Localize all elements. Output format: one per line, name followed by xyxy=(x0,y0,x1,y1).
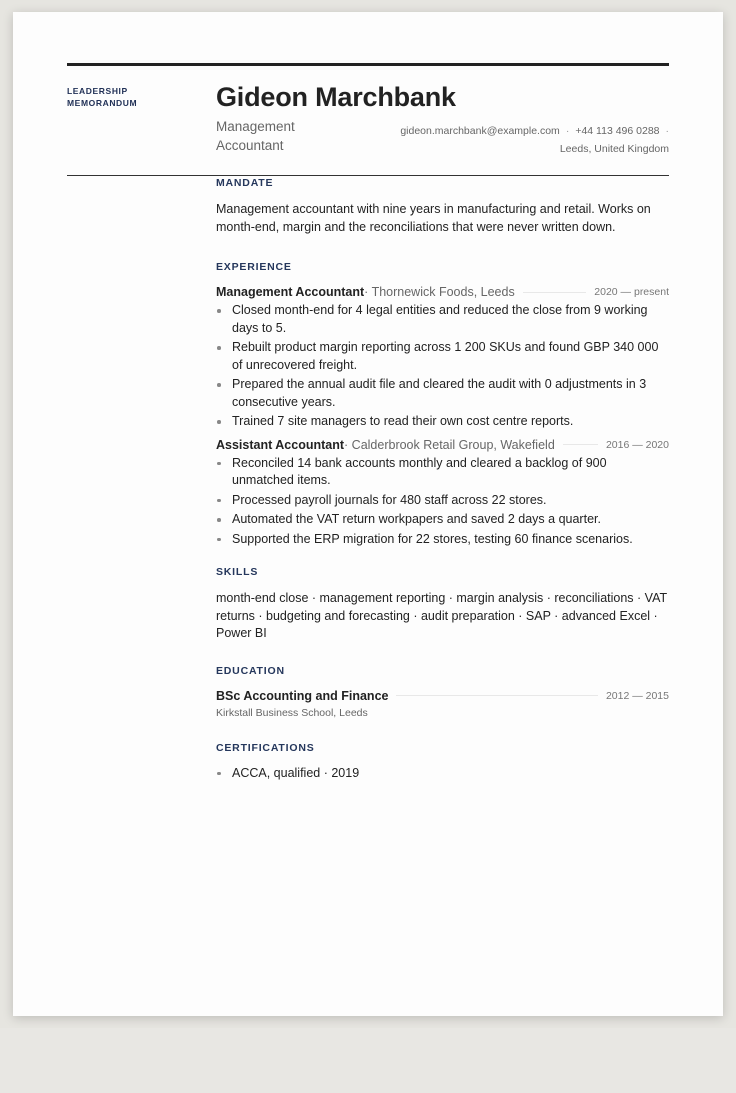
candidate-role xyxy=(216,117,326,155)
top-rule xyxy=(67,63,669,66)
job-dates: 2020 — present xyxy=(594,286,669,298)
skills-list: month-end close · management reporting · margin analysis · reconciliations · VAT returns · budgeting and forecasting · audit preparation · SAP · advanced Excel · Power BI xyxy=(216,591,667,640)
school-name: Kirkstall Business School, Leeds xyxy=(216,706,368,719)
section-heading: MANDATE xyxy=(216,177,274,189)
job-achievements xyxy=(216,302,669,431)
list-item: Trained 7 site managers to read their own cost centre reports. xyxy=(216,413,669,431)
resume-page xyxy=(13,12,723,1016)
job-header xyxy=(216,285,669,299)
section-heading: SKILLS xyxy=(216,566,259,578)
degree-title: BSc Accounting and Finance xyxy=(216,688,389,703)
mandate-text: Management accountant with nine years in manufacturing and retail. Works on month-end, margin and the reconciliations that were never written down. xyxy=(216,202,651,234)
education-section xyxy=(216,665,669,719)
job-title: Management Accountant xyxy=(216,285,365,299)
section-heading: EXPERIENCE xyxy=(216,261,292,273)
separator: · xyxy=(565,125,570,137)
phone-number[interactable]: +44 113 496 0288 xyxy=(575,125,660,137)
email-link[interactable]: gideon.marchbank@example.com xyxy=(400,125,560,137)
skills-section xyxy=(216,566,669,643)
section-heading: CERTIFICATIONS xyxy=(216,741,315,754)
leader-line xyxy=(523,292,587,293)
kicker-line-1: LEADERSHIP xyxy=(67,86,128,96)
resume-body xyxy=(216,177,669,782)
list-item: Supported the ERP migration for 22 stores, testing 60 finance scenarios. xyxy=(216,531,669,549)
separator: · xyxy=(665,125,669,137)
certifications-list xyxy=(216,765,669,783)
job-achievements xyxy=(216,455,669,549)
list-item: Reconciled 14 bank accounts monthly and cleared a backlog of 900 unmatched items. xyxy=(216,455,669,490)
job-title: Assistant Accountant xyxy=(216,437,345,452)
role-line-1: Management xyxy=(216,119,295,134)
job-entry xyxy=(216,438,669,549)
role-line-2: Accountant xyxy=(216,138,284,153)
job-header xyxy=(216,438,669,452)
certifications-section xyxy=(216,742,669,783)
list-item: Automated the VAT return workpapers and saved 2 days a quarter. xyxy=(216,511,669,529)
contact-info xyxy=(369,122,669,158)
job-organization: · Calderbrook Retail Group, Wakefield xyxy=(344,437,555,452)
job-organization: · Thornewick Foods, Leeds xyxy=(364,285,515,299)
job-dates: 2016 — 2020 xyxy=(605,438,669,451)
list-item: Prepared the annual audit file and cleared the audit with 0 adjustments in 3 consecutive years. xyxy=(216,376,669,411)
list-item: Processed payroll journals for 480 staff across 22 stores. xyxy=(216,492,669,510)
location: Leeds, United Kingdom xyxy=(559,143,669,155)
mandate-section xyxy=(216,177,669,236)
footer-band xyxy=(0,1028,736,1093)
education-header xyxy=(216,689,669,703)
experience-section xyxy=(216,261,669,548)
list-item: Closed month-end for 4 legal entities and reduced the close from 9 working days to 5. xyxy=(216,302,669,337)
leader-line xyxy=(563,444,598,445)
kicker-line-2: MEMORANDUM xyxy=(67,98,138,108)
section-heading: EDUCATION xyxy=(216,664,285,677)
list-item: ACCA, qualified · 2019 xyxy=(216,765,669,783)
candidate-name: Gideon Marchbank xyxy=(216,82,456,112)
job-entry xyxy=(216,285,669,431)
list-item: Rebuilt product margin reporting across 1 200 SKUs and found GBP 340 000 of unrecovered freight. xyxy=(216,339,669,374)
header-rule xyxy=(67,175,669,176)
education-dates: 2012 — 2015 xyxy=(605,689,669,702)
leader-line xyxy=(396,695,597,696)
document-kicker xyxy=(67,85,187,109)
